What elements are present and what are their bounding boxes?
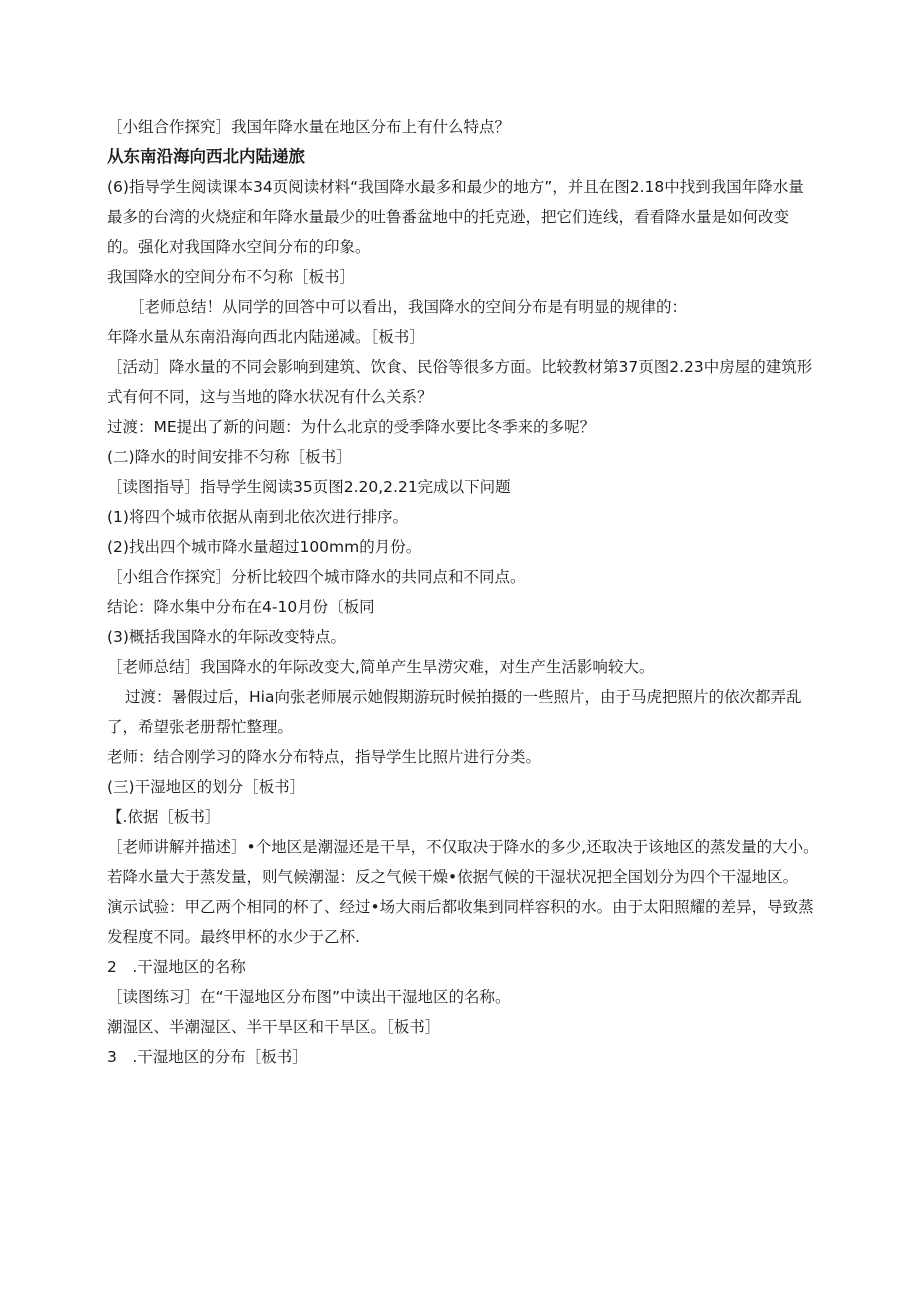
text-line-transition-question: 过渡：ME提出了新的问题：为什么北京的受季降水要比冬季来的多呢？ <box>107 418 596 436</box>
text-line-guide-reading: (6)指导学生阅读课本34页阅读材料“我国降水最多和最少的地方”，并且在图2.18中找到我国年降水量最多的台湾的火烧症和年降水量最少的吐鲁番盆地中的托克逊，把它们连线，看看降水量是如何改变的。强化对我国降水空间分布的印象。 <box>107 178 804 256</box>
text-line-task-two: (2)找出四个城市降水量超过100mm的月份。 <box>107 538 422 556</box>
text-line-section-two: (二)降水的时间安排不匀称［板书］ <box>107 448 352 466</box>
text-line-map-practice: ［读图练习］在“干湿地区分布图”中读出干湿地区的名称。 <box>107 988 511 1006</box>
text-line-task-three: (3)概括我国降水的年际改变特点。 <box>107 628 346 646</box>
text-line-section-three: (三)干湿地区的划分［板书］ <box>107 778 306 796</box>
text-line-teacher-summary-two: ［老师总结］我国降水的年际改变大,简单产生旱涝灾难，对生产生活影响较大。 <box>107 658 655 676</box>
text-line-experiment: 演示试验：甲乙两个相同的杯了、经过•场大雨后都收集到同样容积的水。由于太阳照耀的差异，导致蒸发程度不同。最终甲杯的水少于乙杯. <box>107 898 814 946</box>
text-line-teacher-summary: ［老师总结！从同学的回答中可以看出，我国降水的空间分布是有明显的规律的： <box>129 298 688 316</box>
text-line-annual-decrease: 年降水量从东南沿海向西北内陆递减。［板书］ <box>107 328 425 346</box>
text-line-region-names: 2 .干湿地区的名称 <box>107 958 246 976</box>
text-line-task-one: (1)将四个城市依据从南到北依次进行排序。 <box>107 508 408 526</box>
text-line-activity: ［活动］降水量的不同会影响到建筑、饮食、民俗等很多方面。比较教材第37页图2.23中房屋的建筑形式有何不同，这与当地的降水状况有什么关系？ <box>107 358 813 406</box>
text-line-teacher-classify: 老师：结合刚学习的降水分布特点，指导学生比照片进行分类。 <box>107 748 542 766</box>
text-line-group-compare: ［小组合作探究］分析比较四个城市降水的共同点和不同点。 <box>107 568 526 586</box>
text-line-conclusion: 结论：降水集中分布在4-10月份〔板同 <box>107 598 375 616</box>
text-line-region-list: 潮湿区、半潮湿区、半干旱区和干旱区。［板书］ <box>107 1018 441 1036</box>
text-line-group-inquiry: ［小组合作探究］我国年降水量在地区分布上有什么特点？ <box>107 118 511 136</box>
document-page <box>107 112 819 1072</box>
text-line-spatial-uneven: 我国降水的空间分布不匀称［板书］ <box>107 268 356 286</box>
text-line-transition-photos: 过渡：暑假过后，Hia向张老师展示她假期游玩时候拍摄的一些照片，由于马虎把照片的依次都弄乱了，希望张老册帮忙整理。 <box>107 688 802 736</box>
text-line-map-guide: ［读图指导］指导学生阅读35页图2.20,2.21完成以下问题 <box>107 478 511 496</box>
text-line-basis: 【.依据［板书］ <box>107 808 221 826</box>
text-line-region-distribution: 3 .干湿地区的分布［板书］ <box>107 1048 308 1066</box>
text-line-teacher-explain: ［老师讲解并描述］•个地区是潮湿还是干旱，不仅取决于降水的多少,还取决于该地区的蒸发量的大小。若降水量大于蒸发量，则气候潮湿：反之气候干燥•依据气候的干湿状况把全国划分为四个干湿地区。 <box>107 838 819 886</box>
text-line-answer-heading: 从东南沿海向西北内陆递旅 <box>107 147 305 166</box>
